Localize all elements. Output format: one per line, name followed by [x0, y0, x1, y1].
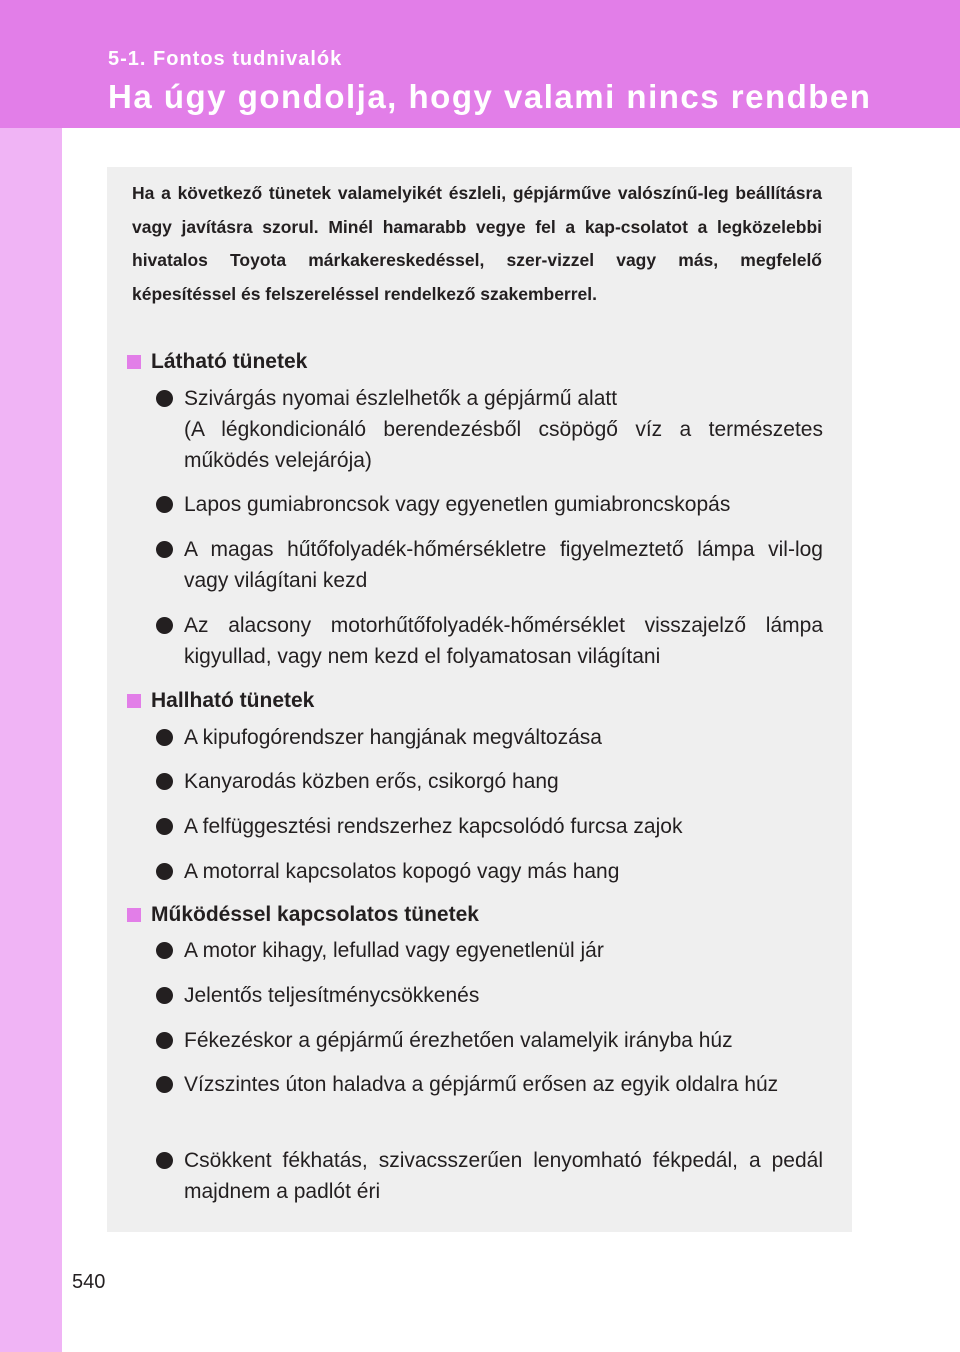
list-item — [155, 1025, 823, 1056]
section-heading-visible — [127, 348, 307, 376]
item-text: A motor kihagy, lefullad vagy egyenetlenül jár — [184, 939, 604, 962]
bullet-icon — [156, 942, 173, 959]
bullet-icon — [156, 818, 173, 835]
item-text: Jelentős teljesítménycsökkenés — [184, 984, 480, 1007]
item-text: Szivárgás nyomai észlelhetők a gépjármű alatt (A légkondicionáló berendezésből csöpögő víz a természetes működés velejárója) — [184, 387, 823, 472]
list-item — [155, 1069, 823, 1100]
section-heading-audible — [127, 687, 314, 715]
bullet-icon — [156, 987, 173, 1004]
bullet-icon — [156, 1152, 173, 1169]
list-item — [155, 383, 823, 476]
list-item — [155, 489, 823, 520]
list-item — [155, 766, 823, 797]
list-item — [155, 534, 823, 596]
page-title: Ha úgy gondolja, hogy valami nincs rendben — [108, 78, 872, 115]
list-item — [155, 610, 823, 672]
list-item — [155, 722, 823, 753]
square-bullet-icon — [127, 908, 141, 922]
section-label: 5-1. Fontos tudnivalók — [108, 48, 343, 70]
intro-paragraph: Ha a következő tünetek valamelyikét észleli, gépjárműve valószínű-leg beállításra vagy javításra szorul. Minél hamarabb vegye fel a kap-csolatot a legközelebbi hivatalos Toyota márkakereskedéssel, szer-vizzel vagy más, megfelelő képesítéssel és felszereléssel rendelkező szakemberrel. — [132, 183, 822, 304]
list-item — [155, 856, 823, 887]
list-item — [155, 935, 823, 966]
square-bullet-icon — [127, 694, 141, 708]
section-title: Hallható tünetek — [151, 689, 315, 712]
bullet-icon — [156, 729, 173, 746]
page-number: 540 — [72, 1271, 106, 1293]
item-text: A motorral kapcsolatos kopogó vagy más hang — [184, 860, 620, 883]
item-text: Kanyarodás közben erős, csikorgó hang — [184, 770, 559, 793]
list-item — [155, 811, 823, 842]
item-text-line — [184, 383, 823, 476]
bullet-icon — [156, 1032, 173, 1049]
side-band — [0, 0, 62, 1352]
item-text: A felfüggesztési rendszerhez kapcsolódó furcsa zajok — [184, 815, 683, 838]
bullet-icon — [156, 390, 173, 407]
list-item — [155, 1145, 823, 1207]
list-item — [155, 980, 823, 1011]
bullet-icon — [156, 773, 173, 790]
bullet-icon — [156, 1076, 173, 1093]
item-text: Vízszintes úton haladva a gépjármű erősen az egyik oldalra húz — [184, 1073, 779, 1096]
section-heading-operational — [127, 901, 479, 929]
section-title: Látható tünetek — [151, 350, 308, 373]
content-box — [107, 167, 852, 1232]
item-text: A kipufogórendszer hangjának megváltozása — [184, 726, 602, 749]
item-text: Csökkent fékhatás, szivacsszerűen lenyomható fékpedál, a pedál majdnem a padlót éri — [184, 1149, 823, 1203]
bullet-icon — [156, 541, 173, 558]
bullet-icon — [156, 863, 173, 880]
bullet-icon — [156, 617, 173, 634]
item-text: Lapos gumiabroncsok vagy egyenetlen gumiabroncskopás — [184, 493, 731, 516]
item-text: A magas hűtőfolyadék-hőmérsékletre figyelmeztető lámpa vil-log vagy világítani kezd — [184, 538, 823, 592]
page-header — [0, 0, 960, 128]
item-text: Fékezéskor a gépjármű érezhetően valamelyik irányba húz — [184, 1029, 733, 1052]
section-title: Működéssel kapcsolatos tünetek — [151, 903, 479, 926]
bullet-icon — [156, 496, 173, 513]
square-bullet-icon — [127, 355, 141, 369]
item-text: Az alacsony motorhűtőfolyadék-hőmérséklet visszajelző lámpa kigyullad, vagy nem kezd el folyamatosan világítani — [184, 614, 823, 668]
